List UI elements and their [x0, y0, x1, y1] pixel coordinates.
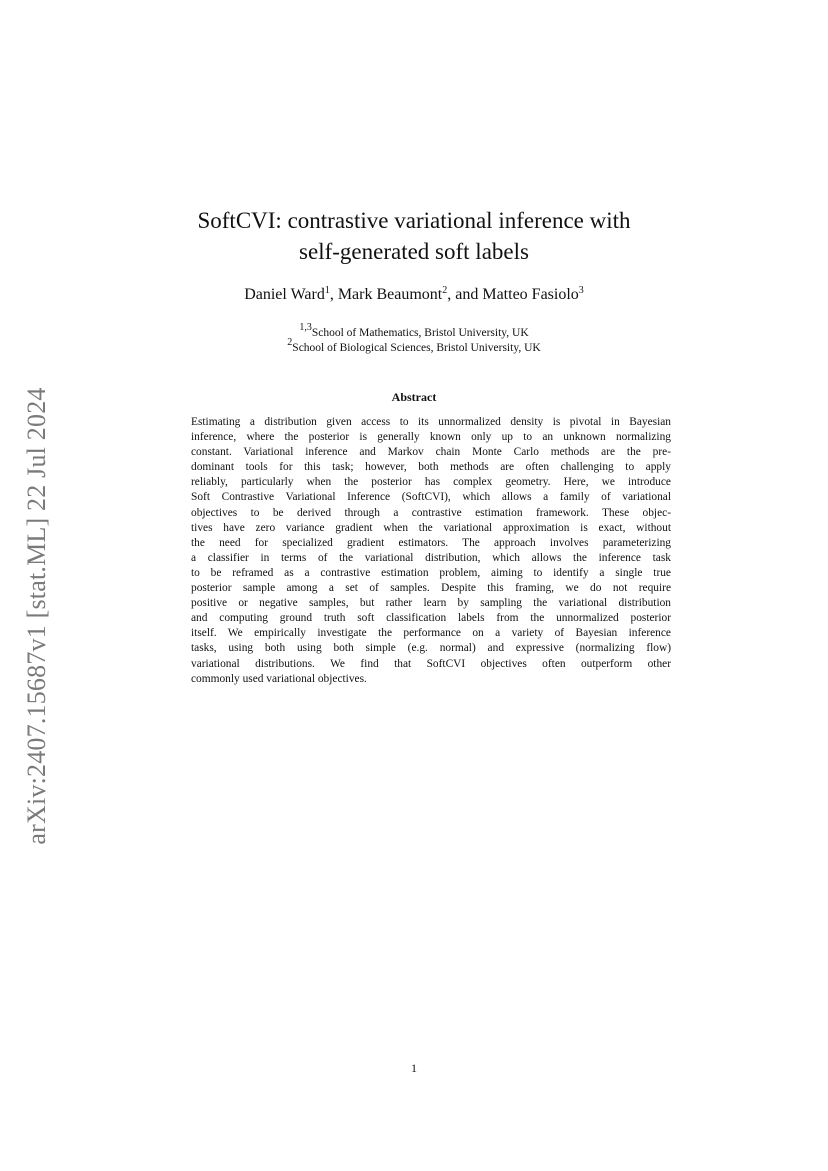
abstract-line: commonly used variational objectives.: [191, 672, 367, 685]
abstract-line: reliably, particularly when the posterior has complex geometry. Here, we introduce: [191, 476, 671, 489]
abstract-line: a classifier in terms of the variational distribution, which allows the inference task: [191, 551, 671, 564]
affiliation-mark: 1,3: [299, 322, 312, 333]
abstract-line: the need for specialized gradient estimators. The approach involves parameterizing: [191, 536, 671, 549]
affiliation-text: School of Biological Sciences, Bristol University, UK: [292, 342, 541, 354]
author-affiliation-mark: 2: [442, 285, 448, 296]
abstract-line: inference, where the posterior is generally known only up to an unknown normalizing: [191, 431, 671, 444]
abstract-line: tives have zero variance gradient when the variational approximation is exact, without: [191, 521, 671, 534]
abstract-line: variational distributions. We find that SoftCVI objectives often outperform other: [191, 657, 671, 670]
affiliation-mark: 2: [287, 337, 293, 348]
affiliation-list: [0, 322, 828, 356]
abstract-line: tasks, using both using both simple (e.g. normal) and expressive (normalizing flow): [191, 642, 671, 655]
arxiv-identifier-stamp: [22, 370, 52, 862]
abstract-line: objectives to be derived through a contrastive estimation framework. These objec-: [191, 506, 671, 519]
paper-title-line-2: self-generated soft labels: [299, 239, 529, 264]
author-list: [0, 286, 828, 304]
abstract-line: constant. Variational inference and Markov chain Monte Carlo methods are the pre-: [191, 446, 671, 459]
author-affiliation-mark: 1: [324, 285, 330, 296]
author-name: Mark Beaumont: [337, 286, 443, 303]
abstract-line: dominant tools for this task; however, both methods are often challenging to apply: [191, 461, 671, 474]
affiliation-text: School of Mathematics, Bristol University, UK: [311, 327, 529, 339]
page-number: 1: [411, 1061, 417, 1075]
paper-title-line-1: SoftCVI: contrastive variational inference with: [197, 208, 631, 233]
author-separator: ,: [329, 286, 338, 303]
author-separator: , and: [447, 286, 483, 303]
abstract-body: [191, 415, 671, 687]
abstract-line: posterior sample among a set of samples. Despite this framing, we do not require: [191, 582, 671, 595]
abstract-heading: Abstract: [391, 390, 437, 404]
abstract-line: and computing ground truth soft classification labels from the unnormalized posterior: [191, 612, 671, 625]
author-name: Matteo Fasiolo: [482, 286, 579, 303]
author-name: Daniel Ward: [244, 286, 325, 303]
abstract-line: to be reframed as a contrastive estimation problem, aiming to identify a single true: [191, 566, 671, 579]
affiliation-line: [0, 337, 828, 356]
arxiv-identifier-text: arXiv:2407.15687v1 [stat.ML] 22 Jul 2024: [22, 387, 51, 845]
abstract-line: Soft Contrastive Variational Inference (SoftCVI), which allows a family of variational: [191, 491, 671, 504]
abstract-line: Estimating a distribution given access to its unnormalized density is pivotal in Bayesian: [191, 416, 671, 428]
abstract-line: itself. We empirically investigate the performance on a variety of Bayesian inference: [191, 627, 671, 640]
paper-title: [0, 205, 828, 267]
author-affiliation-mark: 3: [578, 285, 584, 296]
affiliation-line: [0, 322, 828, 341]
abstract-line: positive or negative samples, but rather learn by sampling the variational distribution: [191, 597, 671, 610]
